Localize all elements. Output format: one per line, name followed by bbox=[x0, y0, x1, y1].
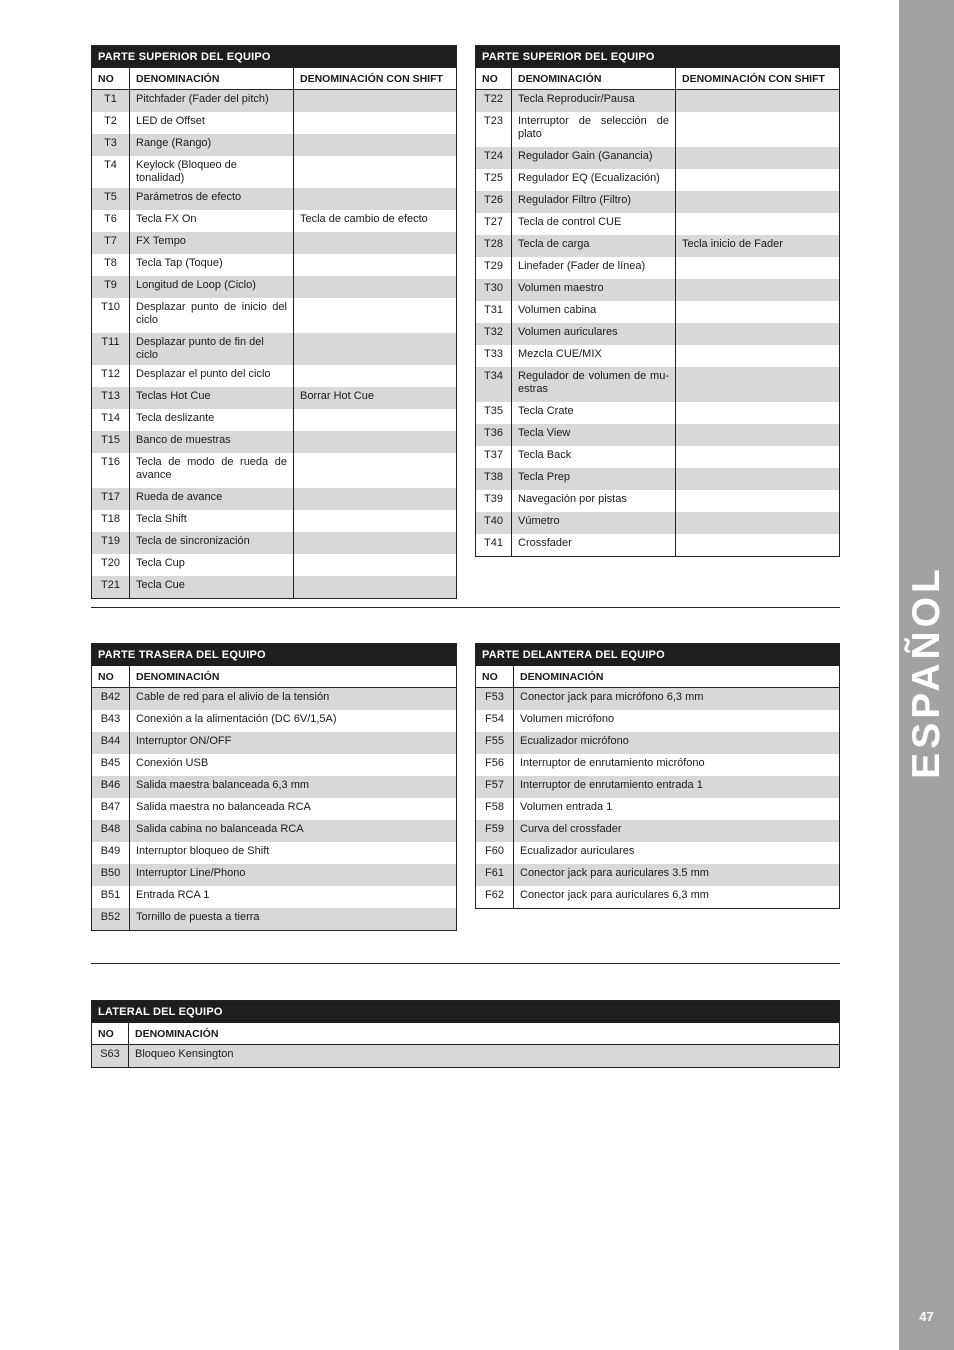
table-row bbox=[92, 510, 457, 532]
table-title: PARTE TRASERA DEL EQUIPO bbox=[92, 644, 457, 667]
item-shift-name bbox=[294, 532, 457, 554]
item-shift-name bbox=[294, 409, 457, 431]
table-title: PARTE DELANTERA DEL EQUIPO bbox=[476, 644, 840, 667]
item-shift-name bbox=[676, 424, 840, 446]
item-name: Banco de muestras bbox=[130, 431, 294, 453]
item-name: Tecla Reproducir/Pausa bbox=[512, 90, 676, 113]
item-name: Interruptor bloqueo de Shift bbox=[130, 842, 457, 864]
item-number: T7 bbox=[92, 232, 130, 254]
item-name: Regulador Gain (Ganancia) bbox=[512, 147, 676, 169]
column-header-no: NO bbox=[476, 68, 512, 90]
table-row bbox=[92, 232, 457, 254]
table-row bbox=[92, 798, 457, 820]
item-number: S63 bbox=[92, 1045, 129, 1068]
item-number: T32 bbox=[476, 323, 512, 345]
item-shift-name bbox=[676, 512, 840, 534]
item-name: Interruptor de selección de plato bbox=[512, 112, 676, 147]
item-shift-name bbox=[294, 90, 457, 113]
item-number: T33 bbox=[476, 345, 512, 367]
column-header-shift: DENOMINACIÓN CON SHIFT bbox=[294, 68, 457, 90]
item-name: Volumen auriculares bbox=[512, 323, 676, 345]
item-number: T26 bbox=[476, 191, 512, 213]
item-name: Conexión a la alimentación (DC 6V/1,5A) bbox=[130, 710, 457, 732]
item-name: Crossfader bbox=[512, 534, 676, 557]
item-number: T4 bbox=[92, 156, 130, 188]
item-number: T38 bbox=[476, 468, 512, 490]
table-row bbox=[92, 298, 457, 333]
item-name: Tecla Cue bbox=[130, 576, 294, 599]
item-number: T37 bbox=[476, 446, 512, 468]
item-shift-name bbox=[294, 510, 457, 532]
item-number: T18 bbox=[92, 510, 130, 532]
item-name: Tecla Crate bbox=[512, 402, 676, 424]
item-number: B46 bbox=[92, 776, 130, 798]
table-row bbox=[92, 90, 457, 113]
item-shift-name bbox=[294, 365, 457, 387]
table-row bbox=[476, 776, 840, 798]
table-row bbox=[92, 431, 457, 453]
item-shift-name bbox=[294, 276, 457, 298]
table-row bbox=[92, 908, 457, 931]
item-name: Linefader (Fader de línea) bbox=[512, 257, 676, 279]
table-row bbox=[476, 688, 840, 711]
table-row bbox=[92, 156, 457, 188]
item-shift-name bbox=[294, 554, 457, 576]
item-name: Salida maestra balanceada 6,3 mm bbox=[130, 776, 457, 798]
item-name: Range (Rango) bbox=[130, 134, 294, 156]
item-name: Conector jack para auriculares 3.5 mm bbox=[514, 864, 840, 886]
item-name: Desplazar punto de fin del ciclo bbox=[130, 333, 294, 365]
item-shift-name bbox=[294, 254, 457, 276]
item-name: Tecla de carga bbox=[512, 235, 676, 257]
item-shift-name bbox=[676, 213, 840, 235]
item-shift-name bbox=[676, 323, 840, 345]
rear-panel-table bbox=[91, 643, 457, 931]
item-shift-name bbox=[676, 367, 840, 402]
table-title: PARTE SUPERIOR DEL EQUIPO bbox=[476, 46, 840, 69]
table-row bbox=[476, 191, 840, 213]
column-header-no: NO bbox=[476, 666, 514, 688]
item-name: Conexión USB bbox=[130, 754, 457, 776]
item-name: Keylock (Bloqueo de tonalidad) bbox=[130, 156, 294, 188]
front-panel-table bbox=[475, 643, 840, 909]
table-row bbox=[92, 688, 457, 711]
item-number: T5 bbox=[92, 188, 130, 210]
item-number: T31 bbox=[476, 301, 512, 323]
table-title: LATERAL DEL EQUIPO bbox=[92, 1001, 840, 1024]
top-controls-table-left bbox=[91, 45, 457, 599]
item-name: Parámetros de efecto bbox=[130, 188, 294, 210]
table-row bbox=[476, 886, 840, 909]
item-name: Tecla Shift bbox=[130, 510, 294, 532]
item-shift-name bbox=[294, 188, 457, 210]
table-row bbox=[92, 576, 457, 599]
item-name: Tecla Prep bbox=[512, 468, 676, 490]
table-row bbox=[476, 147, 840, 169]
item-name: Tecla View bbox=[512, 424, 676, 446]
item-shift-name bbox=[294, 431, 457, 453]
item-name: Ecualizador micrófono bbox=[514, 732, 840, 754]
language-sidebar bbox=[899, 0, 954, 1350]
item-name: Regulador EQ (Ecualización) bbox=[512, 169, 676, 191]
item-number: T17 bbox=[92, 488, 130, 510]
item-number: B51 bbox=[92, 886, 130, 908]
item-number: T15 bbox=[92, 431, 130, 453]
table-row bbox=[92, 1045, 840, 1068]
item-number: T13 bbox=[92, 387, 130, 409]
item-number: F60 bbox=[476, 842, 514, 864]
item-name: Volumen cabina bbox=[512, 301, 676, 323]
item-shift-name bbox=[676, 169, 840, 191]
item-name: Regulador de volumen de mu-estras bbox=[512, 367, 676, 402]
table-row bbox=[92, 188, 457, 210]
item-number: T3 bbox=[92, 134, 130, 156]
item-number: T41 bbox=[476, 534, 512, 557]
item-name: Salida cabina no balanceada RCA bbox=[130, 820, 457, 842]
item-number: F59 bbox=[476, 820, 514, 842]
table-row bbox=[476, 323, 840, 345]
item-number: T39 bbox=[476, 490, 512, 512]
item-shift-name bbox=[294, 112, 457, 134]
item-number: B45 bbox=[92, 754, 130, 776]
item-number: F61 bbox=[476, 864, 514, 886]
item-number: F55 bbox=[476, 732, 514, 754]
item-shift-name bbox=[676, 147, 840, 169]
table-row bbox=[92, 254, 457, 276]
item-name: Interruptor de enrutamiento micrófono bbox=[514, 754, 840, 776]
item-number: T2 bbox=[92, 112, 130, 134]
item-shift-name bbox=[676, 301, 840, 323]
item-number: B44 bbox=[92, 732, 130, 754]
item-shift-name bbox=[294, 232, 457, 254]
table-row bbox=[92, 488, 457, 510]
language-title: ESPAÑOL bbox=[904, 565, 948, 779]
table-row bbox=[92, 333, 457, 365]
table-row bbox=[476, 710, 840, 732]
item-number: T28 bbox=[476, 235, 512, 257]
item-shift-name bbox=[676, 112, 840, 147]
item-number: T11 bbox=[92, 333, 130, 365]
item-name: Volumen micrófono bbox=[514, 710, 840, 732]
column-header-no: NO bbox=[92, 666, 130, 688]
column-header-no: NO bbox=[92, 1023, 129, 1045]
table-row bbox=[476, 446, 840, 468]
item-name: Tecla deslizante bbox=[130, 409, 294, 431]
item-name: LED de Offset bbox=[130, 112, 294, 134]
item-name: Volumen maestro bbox=[512, 279, 676, 301]
table-row bbox=[92, 732, 457, 754]
item-name: Tecla FX On bbox=[130, 210, 294, 232]
table-row bbox=[476, 490, 840, 512]
item-name: Tecla de modo de rueda de avance bbox=[130, 453, 294, 488]
item-number: T19 bbox=[92, 532, 130, 554]
table-row bbox=[476, 279, 840, 301]
item-number: T35 bbox=[476, 402, 512, 424]
item-number: T25 bbox=[476, 169, 512, 191]
item-number: B52 bbox=[92, 908, 130, 931]
table-row bbox=[476, 112, 840, 147]
table-row bbox=[476, 213, 840, 235]
item-number: B47 bbox=[92, 798, 130, 820]
item-name: Teclas Hot Cue bbox=[130, 387, 294, 409]
item-shift-name bbox=[676, 90, 840, 113]
item-number: F54 bbox=[476, 710, 514, 732]
item-name: Conector jack para auriculares 6,3 mm bbox=[514, 886, 840, 909]
item-number: F57 bbox=[476, 776, 514, 798]
item-name: Tecla de control CUE bbox=[512, 213, 676, 235]
item-name: Desplazar punto de inicio del ciclo bbox=[130, 298, 294, 333]
section-divider bbox=[91, 963, 840, 964]
item-name: Bloqueo Kensington bbox=[129, 1045, 840, 1068]
item-number: T20 bbox=[92, 554, 130, 576]
table-row bbox=[92, 820, 457, 842]
item-number: T34 bbox=[476, 367, 512, 402]
item-number: T6 bbox=[92, 210, 130, 232]
item-number: T21 bbox=[92, 576, 130, 599]
table-row bbox=[476, 534, 840, 557]
item-shift-name bbox=[676, 257, 840, 279]
item-shift-name bbox=[676, 345, 840, 367]
item-name: Interruptor ON/OFF bbox=[130, 732, 457, 754]
table-row bbox=[92, 365, 457, 387]
section-divider bbox=[91, 607, 840, 608]
column-header-name: DENOMINACIÓN bbox=[129, 1023, 840, 1045]
item-number: B43 bbox=[92, 710, 130, 732]
item-number: T9 bbox=[92, 276, 130, 298]
item-number: T1 bbox=[92, 90, 130, 113]
table-row bbox=[476, 754, 840, 776]
item-name: Conector jack para micrófono 6,3 mm bbox=[514, 688, 840, 711]
item-name: Pitchfader (Fader del pitch) bbox=[130, 90, 294, 113]
item-shift-name bbox=[676, 534, 840, 557]
table-row bbox=[92, 387, 457, 409]
side-panel-table bbox=[91, 1000, 840, 1068]
column-header-name: DENOMINACIÓN bbox=[514, 666, 840, 688]
item-name: Vúmetro bbox=[512, 512, 676, 534]
item-number: B42 bbox=[92, 688, 130, 711]
column-header-no: NO bbox=[92, 68, 130, 90]
item-shift-name: Tecla inicio de Fader bbox=[676, 235, 840, 257]
table-row bbox=[476, 257, 840, 279]
table-row bbox=[92, 754, 457, 776]
item-name: Salida maestra no balanceada RCA bbox=[130, 798, 457, 820]
item-shift-name bbox=[676, 446, 840, 468]
table-row bbox=[92, 710, 457, 732]
column-header-shift: DENOMINACIÓN CON SHIFT bbox=[676, 68, 840, 90]
item-number: F58 bbox=[476, 798, 514, 820]
item-name: Desplazar el punto del ciclo bbox=[130, 365, 294, 387]
table-row bbox=[92, 776, 457, 798]
table-row bbox=[92, 112, 457, 134]
item-shift-name: Borrar Hot Cue bbox=[294, 387, 457, 409]
table-row bbox=[476, 512, 840, 534]
item-name: Longitud de Loop (Ciclo) bbox=[130, 276, 294, 298]
item-number: T23 bbox=[476, 112, 512, 147]
item-number: T29 bbox=[476, 257, 512, 279]
table-row bbox=[476, 90, 840, 113]
table-row bbox=[92, 842, 457, 864]
item-number: T10 bbox=[92, 298, 130, 333]
item-name: FX Tempo bbox=[130, 232, 294, 254]
table-row bbox=[476, 864, 840, 886]
item-name: Mezcla CUE/MIX bbox=[512, 345, 676, 367]
item-shift-name: Tecla de cambio de efecto bbox=[294, 210, 457, 232]
item-number: T12 bbox=[92, 365, 130, 387]
table-title: PARTE SUPERIOR DEL EQUIPO bbox=[92, 46, 457, 69]
table-row bbox=[92, 532, 457, 554]
table-row bbox=[92, 134, 457, 156]
item-number: F62 bbox=[476, 886, 514, 909]
item-name: Regulador Filtro (Filtro) bbox=[512, 191, 676, 213]
item-name: Tecla de sincronización bbox=[130, 532, 294, 554]
table-row bbox=[92, 864, 457, 886]
item-name: Cable de red para el alivio de la tensión bbox=[130, 688, 457, 711]
item-number: T8 bbox=[92, 254, 130, 276]
item-shift-name bbox=[676, 402, 840, 424]
item-name: Tecla Tap (Toque) bbox=[130, 254, 294, 276]
item-shift-name bbox=[294, 488, 457, 510]
item-number: T24 bbox=[476, 147, 512, 169]
table-row bbox=[92, 453, 457, 488]
item-shift-name bbox=[294, 134, 457, 156]
item-number: F53 bbox=[476, 688, 514, 711]
item-name: Entrada RCA 1 bbox=[130, 886, 457, 908]
item-name: Navegación por pistas bbox=[512, 490, 676, 512]
item-number: T14 bbox=[92, 409, 130, 431]
item-shift-name bbox=[294, 156, 457, 188]
table-row bbox=[92, 409, 457, 431]
table-row bbox=[92, 210, 457, 232]
item-shift-name bbox=[294, 333, 457, 365]
item-shift-name bbox=[676, 490, 840, 512]
table-row bbox=[92, 886, 457, 908]
table-row bbox=[476, 367, 840, 402]
item-shift-name bbox=[294, 576, 457, 599]
table-row bbox=[476, 235, 840, 257]
top-controls-table-right bbox=[475, 45, 840, 557]
item-number: B50 bbox=[92, 864, 130, 886]
table-row bbox=[92, 554, 457, 576]
table-row bbox=[476, 732, 840, 754]
item-number: B49 bbox=[92, 842, 130, 864]
item-name: Curva del crossfader bbox=[514, 820, 840, 842]
item-name: Tornillo de puesta a tierra bbox=[130, 908, 457, 931]
item-number: T36 bbox=[476, 424, 512, 446]
page-number: 47 bbox=[919, 1309, 934, 1324]
table-row bbox=[92, 276, 457, 298]
table-row bbox=[476, 345, 840, 367]
column-header-name: DENOMINACIÓN bbox=[130, 666, 457, 688]
item-number: T40 bbox=[476, 512, 512, 534]
item-shift-name bbox=[676, 279, 840, 301]
item-shift-name bbox=[676, 468, 840, 490]
item-name: Ecualizador auriculares bbox=[514, 842, 840, 864]
column-header-name: DENOMINACIÓN bbox=[512, 68, 676, 90]
item-shift-name bbox=[676, 191, 840, 213]
item-number: B48 bbox=[92, 820, 130, 842]
item-number: T16 bbox=[92, 453, 130, 488]
item-name: Tecla Back bbox=[512, 446, 676, 468]
item-name: Tecla Cup bbox=[130, 554, 294, 576]
item-number: T30 bbox=[476, 279, 512, 301]
column-header-name: DENOMINACIÓN bbox=[130, 68, 294, 90]
table-row bbox=[476, 169, 840, 191]
table-row bbox=[476, 842, 840, 864]
item-name: Rueda de avance bbox=[130, 488, 294, 510]
table-row bbox=[476, 798, 840, 820]
item-number: T22 bbox=[476, 90, 512, 113]
item-name: Interruptor de enrutamiento entrada 1 bbox=[514, 776, 840, 798]
item-number: T27 bbox=[476, 213, 512, 235]
item-name: Interruptor Line/Phono bbox=[130, 864, 457, 886]
table-row bbox=[476, 820, 840, 842]
item-shift-name bbox=[294, 453, 457, 488]
item-shift-name bbox=[294, 298, 457, 333]
item-name: Volumen entrada 1 bbox=[514, 798, 840, 820]
table-row bbox=[476, 424, 840, 446]
table-row bbox=[476, 402, 840, 424]
item-number: F56 bbox=[476, 754, 514, 776]
table-row bbox=[476, 301, 840, 323]
table-row bbox=[476, 468, 840, 490]
